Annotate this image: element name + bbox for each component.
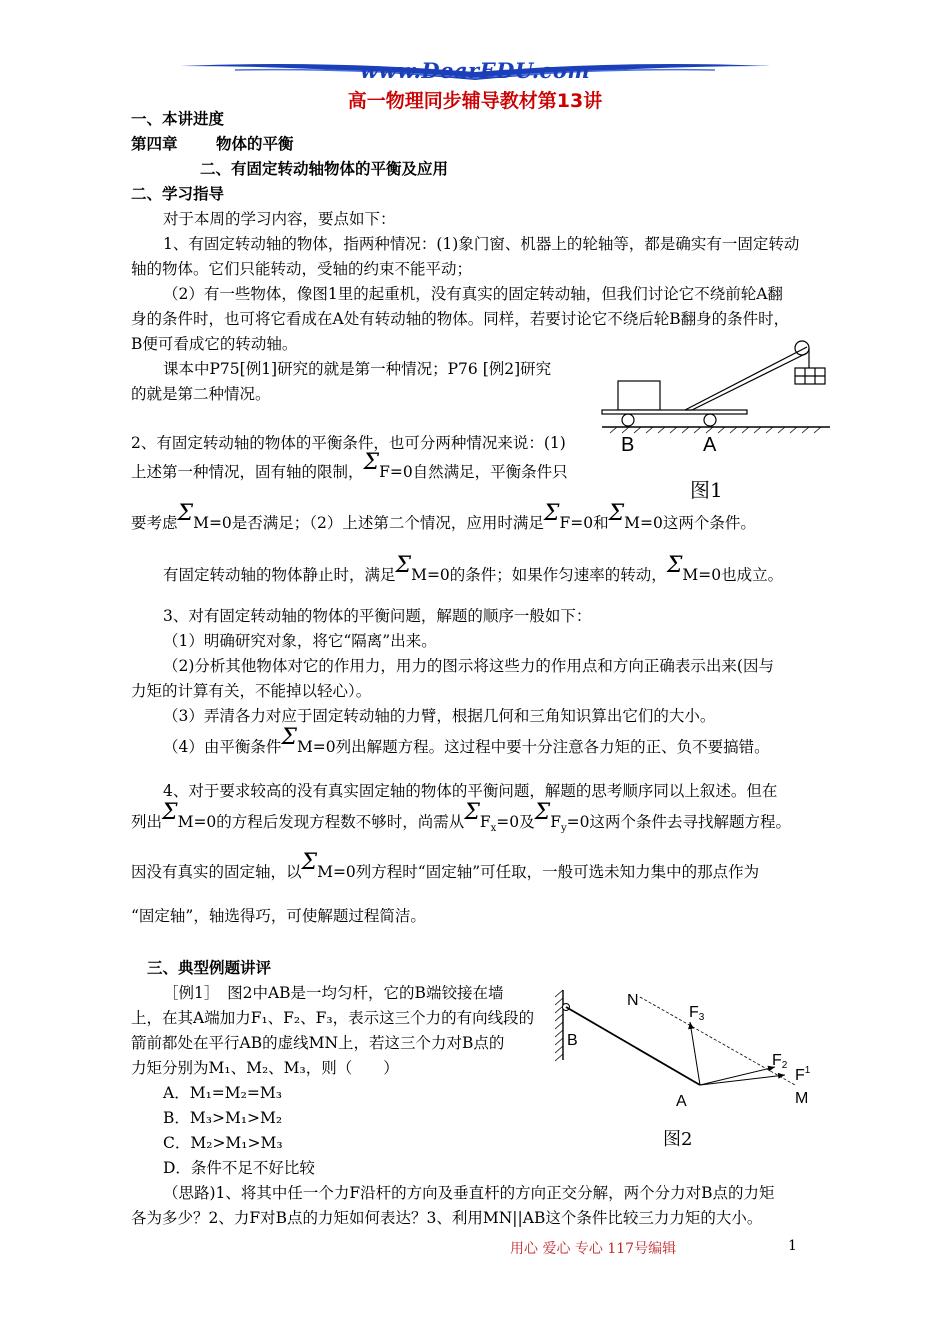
option-b: B．M₃>M₁>M₂ [163,1109,283,1127]
pulley [795,341,809,355]
p6-step4: （4）由平衡条件ΣM=0列出解题方程。这过程中要十分注意各力矩的正、负不要搞错。 [163,725,770,756]
section2-heading: 二、学习指导 [131,184,225,203]
p1-line1: 1、有固定转动轴的物体，指两种情况：(1)象门窗、机器上的轮轴等，都是确实有一固定转动 [163,235,800,253]
page-title: 高一物理同步辅导教材第13讲 [347,90,603,112]
p8-line2: “固定轴”，轴选得巧，可使解题过程简洁。 [131,907,426,925]
p4-line3: 要考虑ΣM=0是否满足；（2）上述第二个情况，应用时满足ΣF=0和ΣM=0这两个条件。 [131,501,756,532]
intro: 对于本周的学习内容，要点如下： [163,210,396,228]
dashed-mn [640,997,795,1085]
p4-line1: 2、有固定转动轴的物体的平衡条件，也可分两种情况来说：(1) [131,434,566,452]
hint-line1: （思路)1、将其中任一个力F沿杆的方向及垂直杆的方向正交分解，两个分力对B点的力矩 [163,1184,775,1202]
p7-line2: 列出ΣM=0的方程后发现方程数不够时，尚需从$\Sigma F_x=0$及$\Sigma F_y=0$这两个条件去寻找解题方程。 [131,800,791,835]
option-c: C．M₂>M₁>M₃ [163,1134,283,1152]
rod-ab [566,1007,700,1085]
fig2-caption: 图2 [663,1129,693,1150]
fig2-label-f1: $F^1$ [795,1065,811,1084]
option-d: D．条件不足不好比较 [163,1159,315,1177]
p6-step2-line1: （2)分析其他物体对它的作用力，用力的图示将这些力的作用点和方向正确表示出来(因与 [163,657,774,675]
option-a: A．M₁=M₂=M₃ [163,1084,282,1102]
figure1-crane [595,333,835,508]
p6: 3、对有固定转动轴的物体的平衡问题，解题的顺序一般如下： [163,607,592,625]
fig2-label-f3: F3 [689,1004,705,1023]
example-line3: 箭前都处在平行AB的虚线MN上，若这三个力对B点的 [131,1034,505,1052]
p6-step3: （3）弄清各力对应于固定转动轴的力臂，根据几何和三角知识算出它们的大小。 [163,707,716,725]
fig2-label-n: N [627,992,639,1009]
site-url[interactable]: www.DearEDU.com [359,58,591,83]
example-line4: 力矩分别为M₁、M₂、M₃，则（ ） [131,1059,399,1077]
p4-line2: 上述第一种情况，固有轴的限制，ΣF=0自然满足，平衡条件只 [131,450,568,481]
p6-step1: （1）明确研究对象，将它“隔离”出来。 [163,632,437,650]
fig1-label-a: A [703,434,717,456]
figure2-rod [545,985,835,1155]
hint-line2: 各为多少？2、力F对B点的力矩如何表达？3、利用MN||AB这个条件比较三力力矩的大小。 [131,1209,763,1227]
chapter-title: 物体的平衡 [216,134,294,153]
force-f2 [700,1067,775,1085]
p6-step2-line2: 力矩的计算有关，不能掉以轻心）。 [131,682,372,700]
crane-base [602,410,747,414]
section1-heading: 一、本讲进度 [131,109,225,128]
fig1-caption: 图1 [690,478,723,502]
p3-line2: 的就是第二种情况。 [131,385,271,403]
p2-line1: （2）有一些物体，像图1里的起重机，没有真实的固定转动轴，但我们讨论它不绕前轮A翻 [163,285,783,303]
force-f3 [690,1022,700,1085]
p2-line3: B便可看成它的转动轴。 [131,335,298,353]
chapter-label: 第四章 [131,134,178,153]
p2-line2: 身的条件时，也可将它看成在A处有转动轴的物体。同样，若要讨论它不绕后轮B翻身的条件时， [131,310,790,328]
example-line1: ［例1］ 图2中AB是一均匀杆，它的B端铰接在墙 [163,984,504,1002]
fig2-label-m: M [795,1090,809,1107]
example-line2: 上，在其A端加力F₁、F₂、F₃，表示这三个力的有向线段的 [131,1009,535,1027]
section3-heading: 三、典型例题讲评 [147,958,272,977]
force-f1 [700,1075,785,1085]
fig2-label-f2: F2 [772,1052,788,1071]
p1-line2: 轴的物体。它们只能转动，受轴的约束不能平动； [131,260,473,278]
p7-line1: 4、对于要求较高的没有真实固定轴的物体的平衡问题，解题的思考顺序同以上叙述。但在 [163,782,778,800]
p3-line1: 课本中P75[例1]研究的就是第一种情况；P76 [例2]研究 [163,360,552,378]
wheel-b [622,414,634,426]
fig1-label-b: B [621,434,635,456]
fig2-label-a: A [676,1093,687,1110]
p5: 有固定转动轴的物体静止时，满足ΣM=0的条件；如果作匀速率的转动，ΣM=0也成立。 [163,553,784,584]
sigma-symbol: Σ [363,450,380,475]
wheel-a [704,414,716,426]
crane-cab [618,381,660,410]
section1-subheading: 二、有固定转动轴物体的平衡及应用 [200,159,449,178]
footer-text: 用心 爱心 专心 117号编辑 [510,1241,677,1257]
page-number: 1 [788,1238,797,1254]
fig2-label-b: B [567,1032,578,1049]
p8-line1: 因没有真实的固定轴，以ΣM=0列方程时“固定轴”可任取，一般可选未知力集中的那点作为 [131,850,760,881]
